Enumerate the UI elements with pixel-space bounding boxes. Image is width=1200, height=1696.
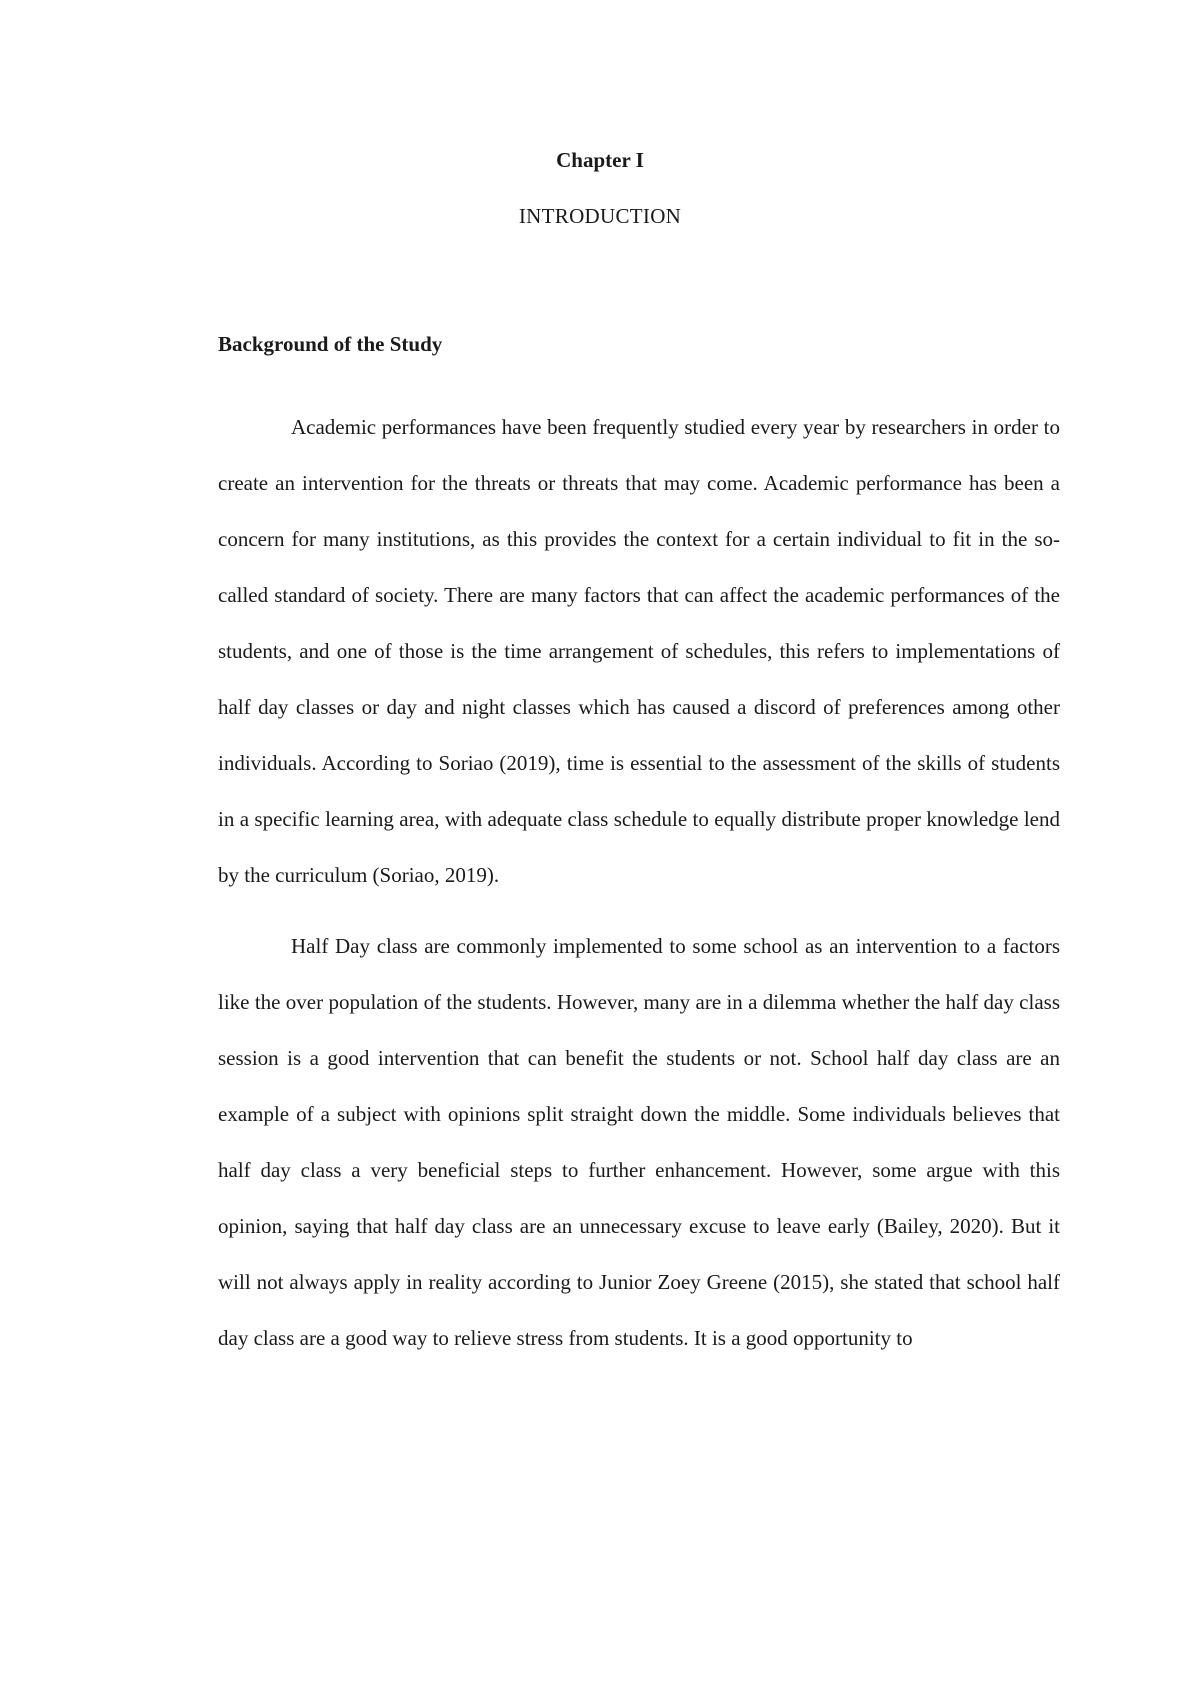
body-text bbox=[218, 399, 1060, 1366]
chapter-label: Chapter I bbox=[556, 148, 644, 172]
paragraph: Half Day class are commonly implemented to some school as an intervention to a factors like the over population of the students. However, many are in a dilemma whether the half day class session is a good intervention that can benefit the students or not. School half day class are an example of a subject with opinions split straight down the middle. Some individuals believes that half day class a very beneficial steps to further enhancement. However, some argue with this opinion, saying that half day class are an unnecessary excuse to leave early (Bailey, 2020). But it will not always apply in reality according to Junior Zoey Greene (2015), she stated that school half day class are a good way to relieve stress from students. It is a good opportunity to bbox=[218, 934, 1060, 1350]
chapter-title: INTRODUCTION bbox=[518, 204, 682, 228]
section-heading: Background of the Study bbox=[218, 332, 443, 356]
paragraph: Academic performances have been frequently studied every year by researchers in order to create an intervention for the threats or threats that may come. Academic performance has been a concern for many institutions, as this provides the context for a certain individual to fit in the so-called standard of society. There are many factors that can affect the academic performances of the students, and one of those is the time arrangement of schedules, this refers to implementations of half day classes or day and night classes which has caused a discord of preferences among other individuals. According to Soriao (2019), time is essential to the assessment of the skills of students in a specific learning area, with adequate class schedule to equally distribute proper knowledge lend by the curriculum (Soriao, 2019). bbox=[218, 415, 1060, 887]
